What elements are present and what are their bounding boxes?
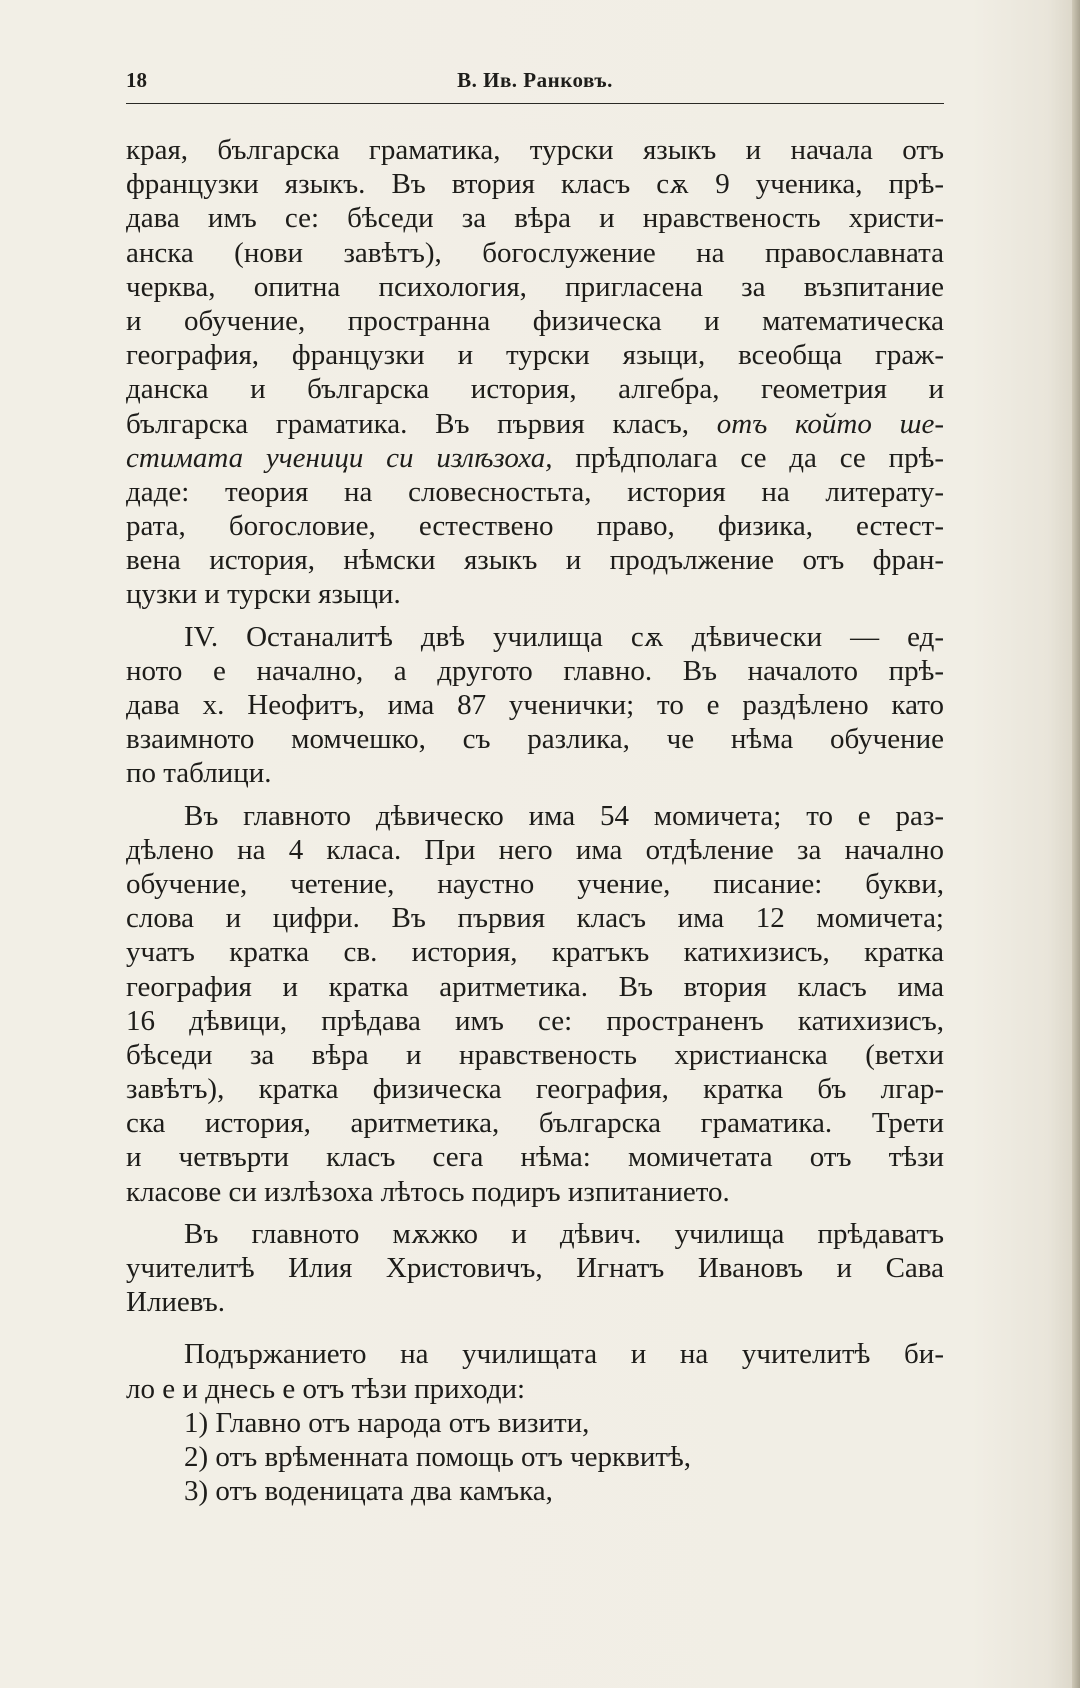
text-line: слова и цифри. Въ първия класъ има 12 момичета; (126, 902, 944, 935)
text-line: дава имъ се: бѣседи за вѣра и нравственость христи- (126, 202, 944, 235)
text-span: прѣдполага се да се прѣ- (575, 441, 945, 474)
text-line: учатъ кратка св. история, кратъкъ катихизисъ, кратка (126, 936, 944, 969)
text-line: французки языкъ. Въ втория класъ сѫ 9 ученика, прѣ- (126, 168, 944, 201)
text-line: рата, богословие, естествено право, физика, естест- (126, 510, 944, 543)
text-line: география и кратка аритметика. Въ втория класъ има (126, 970, 944, 1003)
paragraph-2 (126, 620, 944, 791)
text-line: и четвърти класъ сега нѣма: момичетата отъ тѣзи (126, 1141, 944, 1174)
text-line: обучение, четение, наустно учение, писание: букви, (126, 867, 944, 900)
page-number: 18 (126, 68, 147, 92)
text-span: българска граматика. Въ първия класъ, (126, 407, 690, 440)
text-line: вена история, нѣмски языкъ и продължение отъ фран- (126, 544, 944, 577)
text-line: Въ главното мѫжко и дѣвич. училища прѣдаватъ (184, 1217, 944, 1250)
page-header (126, 62, 944, 104)
text-line: класове си излѣзоха лѣтось подиръ изпитанието. (126, 1175, 730, 1208)
page-edge (1072, 0, 1080, 1688)
paragraph-5 (126, 1337, 944, 1405)
text-line: учителитѣ Илия Христовичъ, Игнатъ Ивановъ и Сава (126, 1252, 944, 1284)
text-line: география, французки и турски языци, всеобща граж- (126, 339, 944, 372)
income-list (126, 1406, 944, 1509)
text-line: данска и българска история, алгебра, геометрия и (126, 373, 944, 406)
text-line: 16 дѣвици, прѣдава имъ се: пространенъ катихизисъ, (126, 1004, 944, 1037)
text-line: Въ главното дѣвическо има 54 момичета; то е раз- (184, 799, 944, 832)
text-line: бѣседи за вѣра и нравственость христианска (ветхи (126, 1038, 944, 1071)
text-line: даде: теория на словесностьта, история на литерату- (126, 475, 944, 508)
running-head: В. Ив. Ранковъ. (457, 68, 613, 92)
text-line (126, 441, 944, 475)
list-item: 1) Главно отъ народа отъ визити, (184, 1406, 590, 1439)
text-line: Илиевъ. (126, 1286, 226, 1319)
text-line: ното е начално, а другото главно. Въ началото прѣ- (126, 654, 944, 687)
text-line: IV. Останалитѣ двѣ училища сѫ дѣвически — ед- (184, 620, 944, 653)
text-line: взаимното момчешко, съ разлика, че нѣма обучение (126, 723, 944, 756)
body-text (126, 133, 944, 1508)
header-rule (126, 103, 944, 104)
text-line: по таблици. (126, 757, 272, 790)
italic-phrase: отъ който ше- (716, 407, 945, 440)
text-line: края, българска граматика, турски языкъ и начала отъ (126, 134, 944, 166)
text-line: завѣтъ), кратка физическа география, кратка бъ лгар- (126, 1073, 944, 1106)
italic-phrase: стимата ученици си излѣзоха, (126, 441, 553, 474)
list-item: 2) отъ врѣменната помощь отъ черквитѣ, (184, 1440, 692, 1473)
text-line: ска история, аритметика, българска граматика. Трети (126, 1107, 944, 1140)
text-line: ло е и днесь е отъ тѣзи приходи: (126, 1372, 526, 1405)
text-line (126, 407, 944, 441)
paragraph-4 (126, 1217, 944, 1320)
list-item: 3) отъ воденицата два камъка, (184, 1475, 553, 1508)
paragraph-3 (126, 799, 944, 1209)
text-line: анска (нови завѣтъ), богослужение на православната (126, 236, 944, 269)
text-line: Подържанието на училищата и на учителитѣ би- (184, 1338, 944, 1371)
text-line: цузки и турски языци. (126, 578, 401, 611)
text-line: дѣлено на 4 класа. При него има отдѣление за начално (126, 833, 944, 866)
text-line: черква, опитна психология, пригласена за възпитание (126, 270, 944, 303)
text-line: и обучение, пространна физическа и математическа (126, 304, 944, 337)
paragraph-1 (126, 133, 944, 612)
text-line: дава х. Неофитъ, има 87 ученички; то е раздѣлено като (126, 689, 944, 721)
